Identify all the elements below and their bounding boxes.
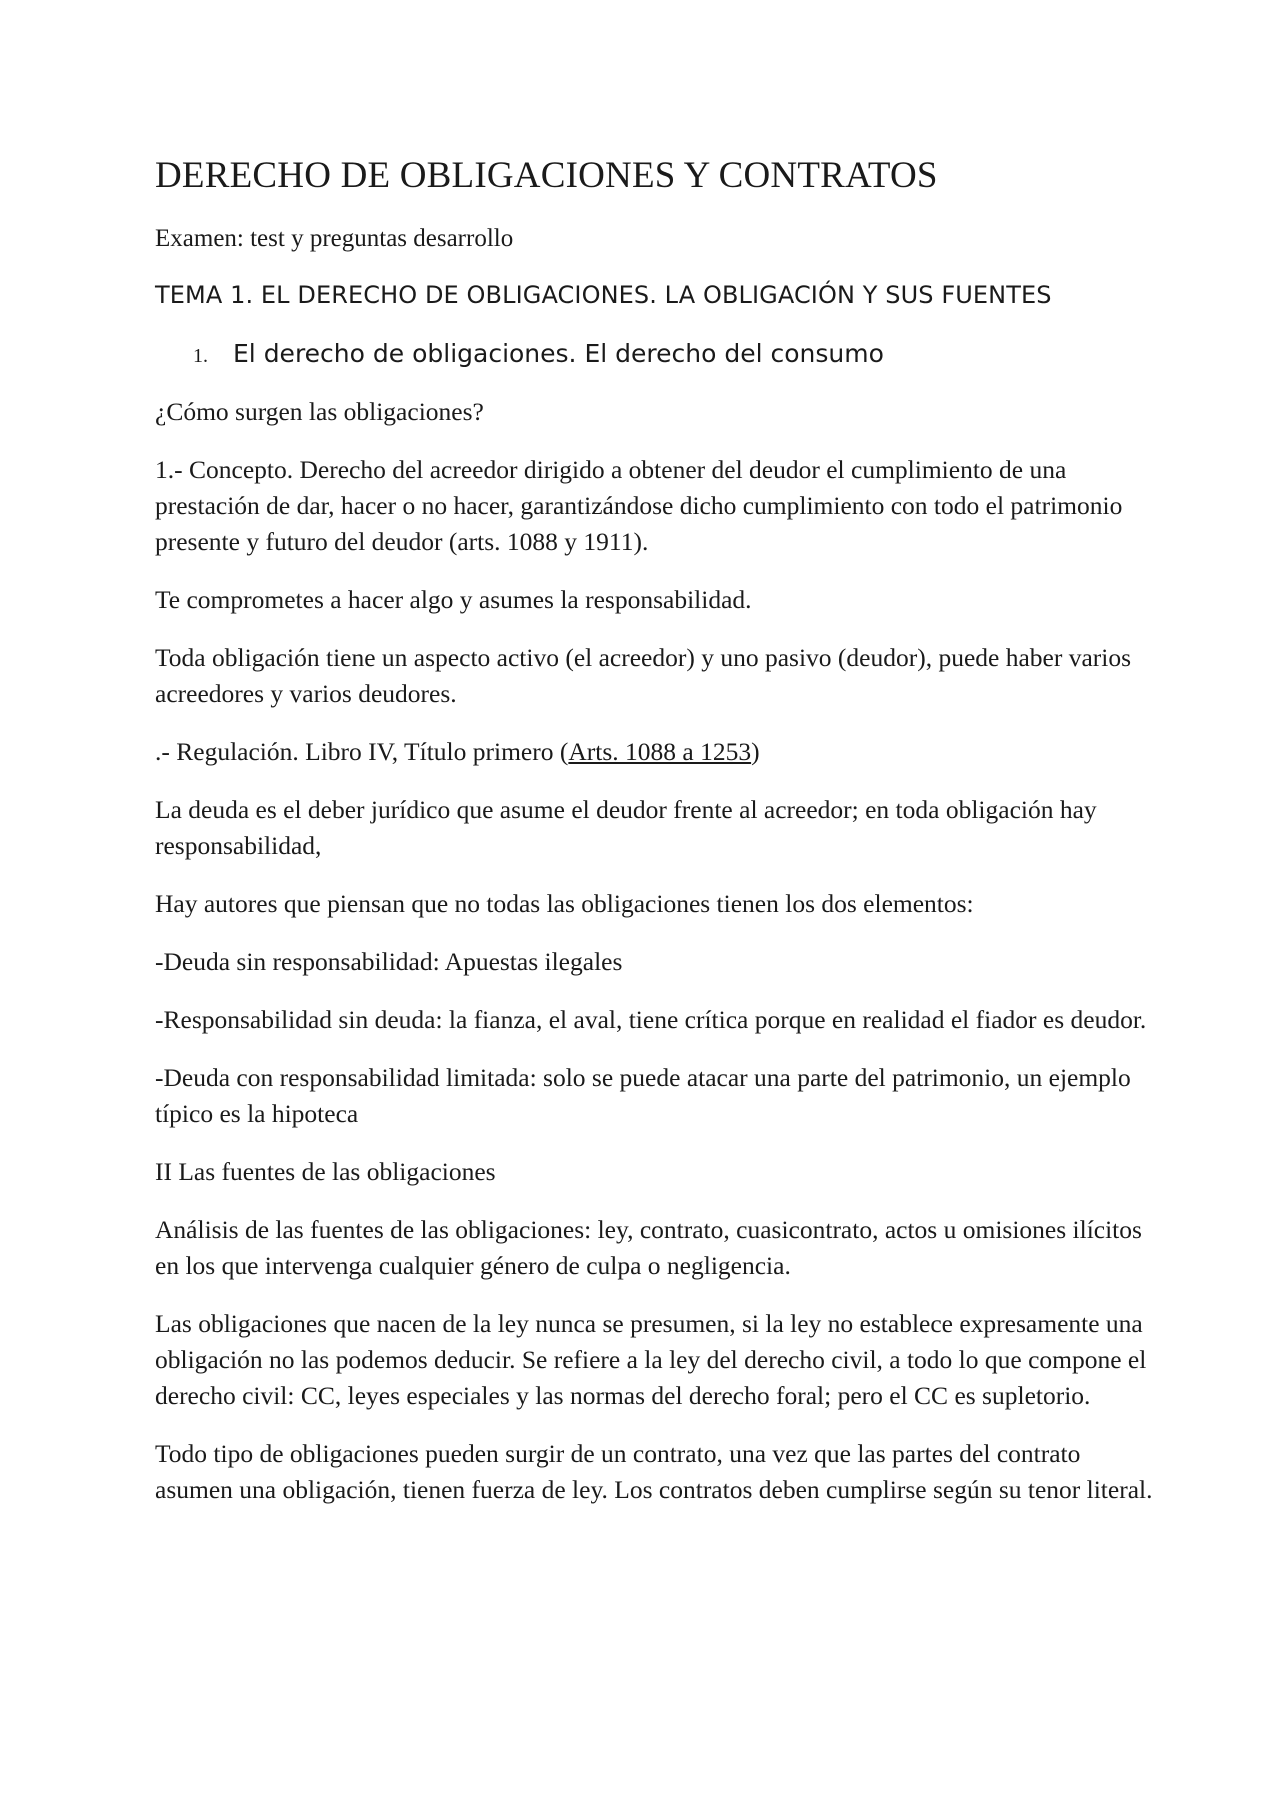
autores-paragraph: Hay autores que piensan que no todas las obligaciones tienen los dos elementos: [155,889,974,918]
section-1-number: 1. [193,345,208,367]
regulacion-prefix: .- Regulación. Libro IV, Título primero ( [155,737,569,766]
section-2-heading: II Las fuentes de las obligaciones [155,1157,496,1186]
section-1-text: El derecho de obligaciones. El derecho del consumo [233,339,884,368]
compromiso-paragraph: Te comprometes a hacer algo y asumes la responsabilidad. [155,585,752,614]
concepto-paragraph: 1.- Concepto. Derecho del acreedor dirigido a obtener del deudor el cumplimiento de una prestación de dar, hacer o no hacer, garantizándose dicho cumplimiento con todo el patrimonio presente y futuro del deudor (arts. 1088 y 1911). [155,455,1123,556]
section-1-heading [193,336,1155,372]
articles-link[interactable]: Arts. 1088 a 1253 [568,737,752,766]
regulacion-paragraph [155,734,1155,770]
question-paragraph: ¿Cómo surgen las obligaciones? [155,397,484,426]
ley-paragraph: Las obligaciones que nacen de la ley nunca se presumen, si la ley no establece expresamente una obligación no las podemos deducir. Se refiere a la ley del derecho civil, a todo lo que compone el derecho civil: CC, leyes especiales y las normas del derecho foral; pero el CC es supletorio. [155,1309,1147,1410]
analisis-paragraph: Análisis de las fuentes de las obligaciones: ley, contrato, cuasicontrato, actos u omisiones ilícitos en los que intervenga cualquier género de culpa o negligencia. [155,1215,1142,1280]
document-title: DERECHO DE OBLIGACIONES Y CONTRATOS [155,155,938,196]
deuda-paragraph: La deuda es el deber jurídico que asume el deudor frente al acreedor; en toda obligación hay responsabilidad, [155,795,1097,860]
document-page [155,150,1155,1530]
contrato-paragraph: Todo tipo de obligaciones pueden surgir de un contrato, una vez que las partes del contrato asumen una obligación, tienen fuerza de ley. Los contratos deben cumplirse según su tenor literal. [155,1439,1153,1504]
aspecto-paragraph: Toda obligación tiene un aspecto activo (el acreedor) y uno pasivo (deudor), puede haber varios acreedores y varios deudores. [155,643,1132,708]
list-item-responsabilidad-sin-deuda: -Responsabilidad sin deuda: la fianza, el aval, tiene crítica porque en realidad el fiador es deudor. [155,1005,1147,1034]
exam-line: Examen: test y preguntas desarrollo [155,225,514,252]
tema-heading: TEMA 1. EL DERECHO DE OBLIGACIONES. LA OBLIGACIÓN Y SUS FUENTES [155,281,1052,309]
list-item-deuda-sin-responsabilidad: -Deuda sin responsabilidad: Apuestas ilegales [155,947,623,976]
list-item-responsabilidad-limitada: -Deuda con responsabilidad limitada: solo se puede atacar una parte del patrimonio, un ejemplo típico es la hipoteca [155,1063,1131,1128]
regulacion-suffix: ) [751,737,760,766]
